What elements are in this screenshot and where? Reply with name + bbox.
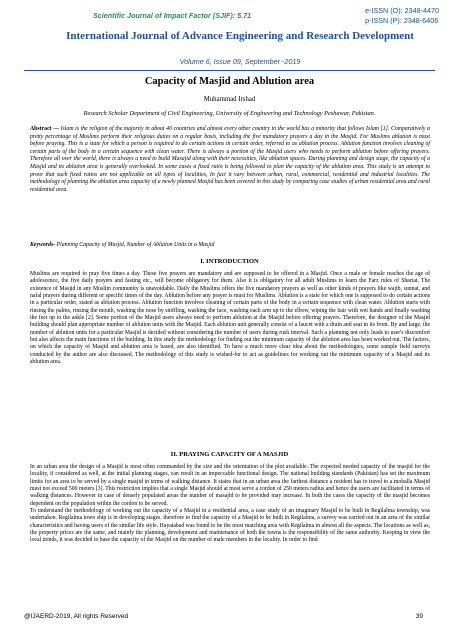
page-number: 39 bbox=[415, 613, 423, 620]
pissn: p-ISSN (P): 2348-6406 bbox=[365, 16, 439, 25]
footer-copyright: @IJAERD-2019, All rights Reserved bbox=[24, 613, 129, 620]
volume-issue: Volume 6, Issue 09, September -2019 bbox=[179, 57, 301, 66]
author: Muhammad Irshad bbox=[203, 96, 256, 103]
header-rule bbox=[24, 70, 435, 71]
praying-capacity-body bbox=[30, 464, 430, 545]
abstract bbox=[30, 126, 430, 194]
keywords bbox=[30, 242, 430, 248]
abstract-text: Islam is the religion of the majority in about 40 countries and almost every other country in the world has a minority that follows Islam [1]. Comparatively a pretty percentage of Muslims perform their religious duties on a regular basis, including the five mandatory prayers a day in the Masjid. For Muslims ablution is must before praying. This is a state for which a person is required to do certain actions in certain order, referred to as ablution process. Ablution function involves cleaning of certain parts of the body in a certain sequence with clean water. There is always a portion of the Masjid users who needs to perform ablution before offering prayers. Therefore all over the world, there is always a need to build Masajid along with their necessities, like ablution spaces. During planning and design stage, the capacity of a Masjid and its ablution area is generally overlooked. In some cases a fixed ratio is being followed to plan the capacity of the ablution area. This study is an attempt to prove that such fixed ratios are not applicable on all types of localities, In fact it vary between urban, rural, commercial, residential and industrial localities. The methodology of planning the ablution area capacity of a newly planned Masjid has been covered in this study by comparing case studies of urban residential area and rural residential area. bbox=[30, 126, 430, 193]
praying-capacity-paragraph-2: To understand the methodology of working out the capacity of a Masjid in a residential area, a case study of an imaginary Masjid to be built in Regilalma township, was undertaken. Regilalma town ship is in developing stages. therefore to find the capacity of a Masjid to be built in Regilalma, a survey was carried out in an area of the similar characteristics and having users of the similar life style. Hayatabad was found to be the most matching area with Regilalma in almost all the aspects. The locations as well as, the property prices are the same, and mainly the planning, development and maintenance of both the towns is the responsibility of the same authority. Keeping in view the local trends, it was decided to base the capacity of the Masjid on the number of male members in the locality. In order to find bbox=[30, 508, 430, 544]
paper-title: Capacity of Masjid and Ablution area bbox=[144, 76, 315, 87]
introduction-paragraph: Muslims are required to pray five times a day. These five prayers are mandatory and are supposed to be offered in a Masjid. Once a male or female reaches the age of adolescence, the five daily prayers and fasting etc., will become obligatory for them. Also it is obligatory for all adult Muslims to learn the Farz rules of Shariat. The existence of Masjid in any Muslim community is unavoidable. Daily the Muslims offers the five mandatory prayers as well as other kinds of prayers like wajib, sunnat, and nafal prayers during different or specific times of the day. Ablution before any prayer is must for Muslims. Ablution is a state for which one is supposed to do certain actions in a particular order, stated as ablution process. Ablution function involves cleaning of certain parts of the body in a certain sequence with clean water. Ablution starts with rinsing the palms, rinsing the mouth, washing the nose by sniffling, washing the face, washing each arm up to the elbow, wiping the hair with wet hands and finally washing the feet up to the ankle [2]. Some portion of the Masjid users always need to perform ablution at the Masjid before offering prayers. Therefore, the designer of the Masjid building should plan appropriate number of ablution units with the Masjid. Each ablution unit generally consist of a faucet with a drain and seat in its front. By and large, the number of ablution units for a particular Masjid is decided without considering the number of users during rush interval. Such a planning not only leads to user's discomfort but also affects the main functions of the building. In this study the methodology for finding out the minimum capacity of the ablution area has been worked out. The factors, on which the capacity of Masjid and ablution area is based, are also identified. To have a much more clear idea about the methodologies, some sample field surveys conducted by the author are also discussed. The methodology of this study is wished-for to act as guidelines for working out the minimum capacity of a Masjid and its ablution area. bbox=[30, 271, 430, 366]
journal-header bbox=[93, 6, 443, 28]
affiliation: Research Scholar Department of Civil Engineering, University of Engineering and Technology Peshawar, Pakistan. bbox=[83, 110, 376, 117]
section-heading-praying-capacity: II. PRAYING CAPACITY OF A MASJID bbox=[170, 451, 289, 458]
introduction-body bbox=[30, 271, 430, 366]
keywords-text: Planning Capacity of Masjid, Number of Ablution Units in a Masjid bbox=[56, 242, 215, 248]
eissn: e-ISSN (O): 2348-4470 bbox=[365, 6, 439, 15]
section-heading-introduction: I. INTRODUCTION bbox=[200, 258, 259, 265]
praying-capacity-paragraph-1: In an urban area the design of a Masjid is most often commanded by the size and the orientation of the plot available. The expected needed capacity of the masjid for the locality, if considered as well, at the initial planning stages, can result in an impeccable functional design. The national building standards (Pakistan) has set the maximum limits for an area to be served by a single masjid in terms of walking distance. It states that in an urban area the farthest distance a resident has to travel to a mohalla Masjid must not exceed 500 meters [3]. This restriction implies that a single Masjid should at most serve a cordon of 250 meters radius and hence the users are facilitated in terms of walking distances. However in case of densely populated areas the number of masajid to be provided may increase. In both the cases the capacity of the masjid becomes dependent on the population within the cordon to be served. bbox=[30, 464, 430, 507]
sjif-label: Scientific Journal of Impact Factor (SJIF): 5.71 bbox=[93, 11, 252, 20]
abstract-label: Abstract — bbox=[30, 126, 59, 132]
keywords-label: Keywords- bbox=[30, 242, 56, 248]
journal-title: International Journal of Advance Engineering and Research Development bbox=[66, 30, 414, 42]
issn-block bbox=[365, 6, 439, 26]
